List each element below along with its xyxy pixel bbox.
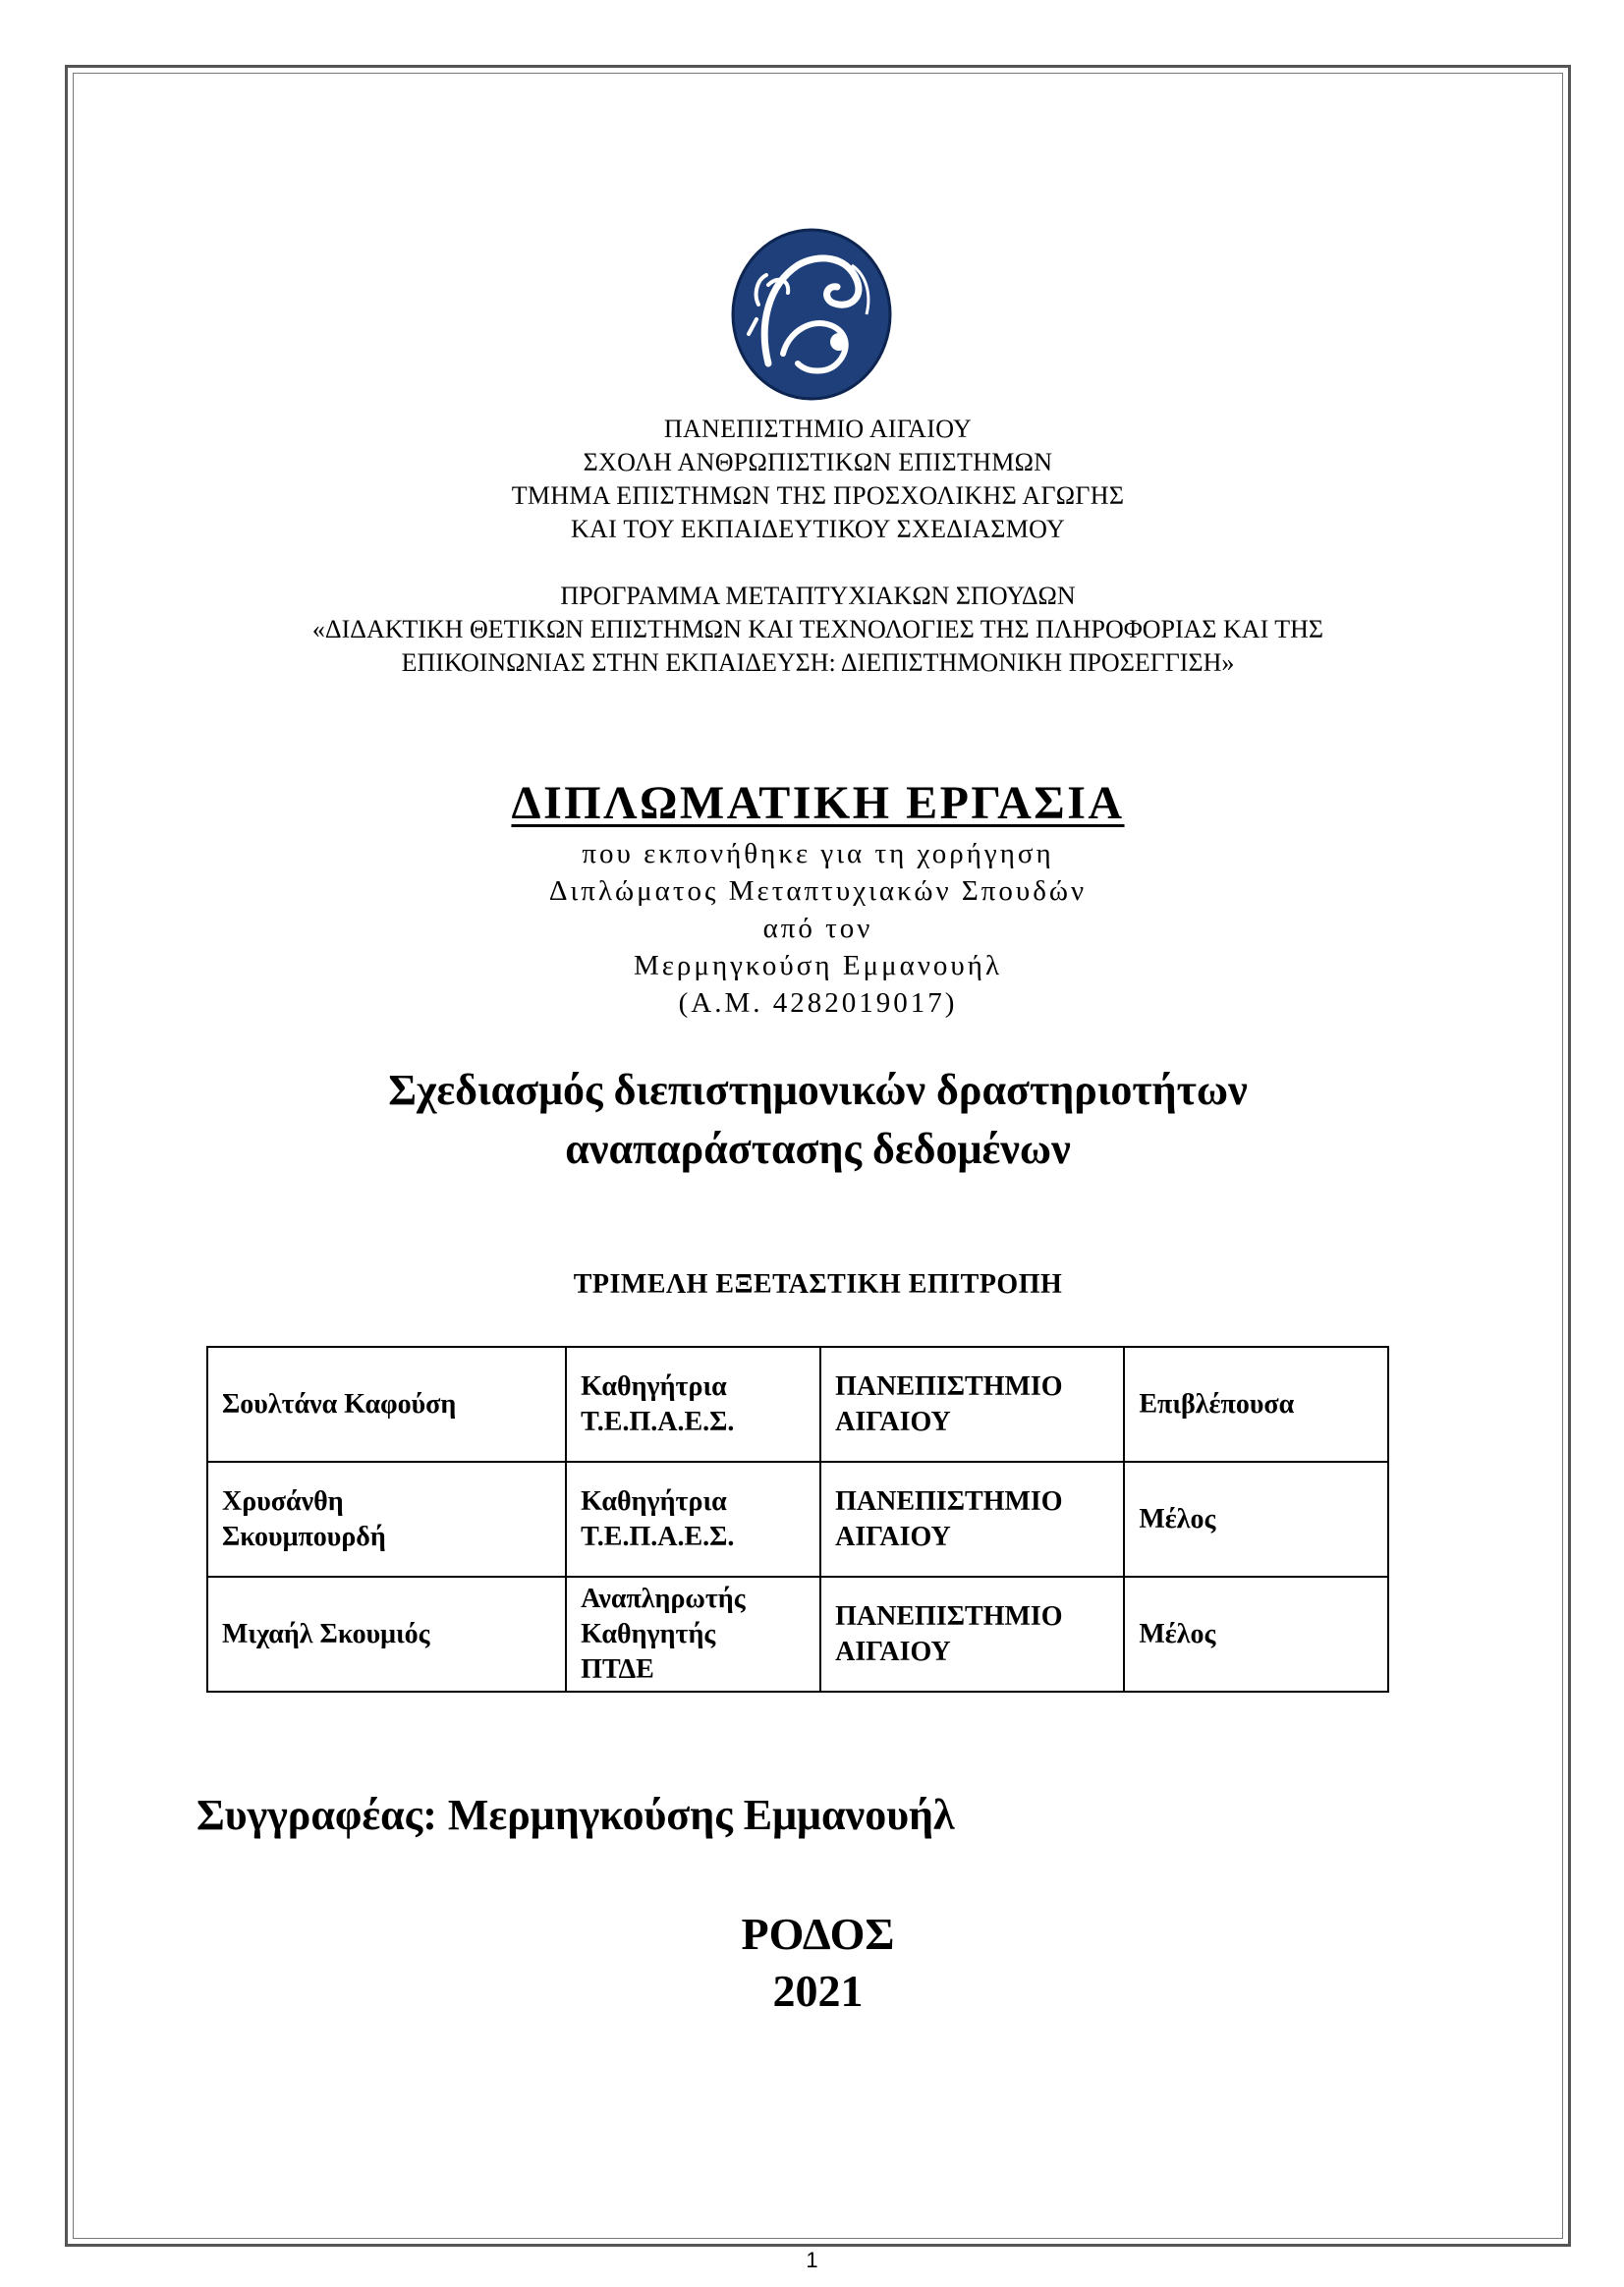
program-label: ΠΡΟΓΡΑΜΜΑ ΜΕΤΑΠΤΥΧΙΑΚΩΝ ΣΠΟΥΔΩΝ	[560, 582, 1076, 610]
thesis-main-title-line2: αναπαράστασης δεδομένων	[565, 1125, 1071, 1173]
year: 2021	[772, 1966, 864, 2016]
member-rank: Αναπληρωτής Καθηγητής ΠΤΔΕ	[566, 1577, 820, 1692]
university-name: ΠΑΝΕΠΙΣΤΗΜΙΟ ΑΙΓΑΙΟΥ	[663, 415, 973, 443]
table-row	[207, 1577, 1388, 1692]
member-role: Μέλος	[1124, 1577, 1388, 1692]
member-institution: ΠΑΝΕΠΙΣΤΗΜΙΟ ΑΙΓΑΙΟΥ	[820, 1462, 1124, 1577]
member-role: Επιβλέπουσα	[1124, 1347, 1388, 1462]
thesis-author-name: Μερμηγκούση Εμμανουήλ	[633, 950, 1003, 981]
member-institution: ΠΑΝΕΠΙΣΤΗΜΙΟ ΑΙΓΑΙΟΥ	[820, 1577, 1124, 1692]
committee-label: ΤΡΙΜΕΛΗ ΕΞΕΤΑΣΤΙΚΗ ΕΠΙΤΡΟΠΗ	[573, 1269, 1063, 1300]
thesis-main-title-line1: Σχεδιασμός διεπιστημονικών δραστηριοτήτων	[388, 1066, 1248, 1114]
thesis-heading	[73, 776, 1563, 831]
place: ΡΟΔΟΣ	[741, 1909, 895, 1959]
member-name: Σουλτάνα Καφούση	[207, 1347, 566, 1462]
table-row	[207, 1347, 1388, 1462]
university-header	[73, 413, 1563, 546]
thesis-subtitle-block	[73, 835, 1563, 1022]
member-name: Μιχαήλ Σκουμιός	[207, 1577, 566, 1692]
department-name-line2: ΚΑΙ ΤΟΥ ΕΚΠΑΙΔΕΥΤΙΚΟΥ ΣΧΕΔΙΑΣΜΟΥ	[570, 515, 1066, 543]
committee-table	[206, 1346, 1389, 1693]
member-rank: Καθηγήτρια Τ.Ε.Π.Α.Ε.Σ.	[566, 1347, 820, 1462]
member-institution: ΠΑΝΕΠΙΣΤΗΜΙΟ ΑΙΓΑΙΟΥ	[820, 1347, 1124, 1462]
school-name: ΣΧΟΛΗ ΑΝΘΡΩΠΙΣΤΙΚΩΝ ΕΠΙΣΤΗΜΩΝ	[583, 448, 1053, 476]
program-title-line1: «ΔΙΔΑΚΤΙΚΗ ΘΕΤΙΚΩΝ ΕΠΙΣΤΗΜΩΝ ΚΑΙ ΤΕΧΝΟΛΟΓΙΕΣ ΤΗΣ ΠΛΗΡΟΦΟΡΙΑΣ ΚΑΙ ΤΗΣ	[311, 615, 1324, 643]
thesis-student-id: (Α.Μ. 4282019017)	[678, 987, 958, 1019]
page-number: 1	[806, 2248, 818, 2272]
thesis-by: από τον	[762, 913, 873, 944]
department-name-line1: ΤΜΗΜΑ ΕΠΙΣΤΗΜΩΝ ΤΗΣ ΠΡΟΣΧΟΛΙΚΗΣ ΑΓΩΓΗΣ	[511, 481, 1125, 510]
member-rank: Καθηγήτρια Τ.Ε.Π.Α.Ε.Σ.	[566, 1462, 820, 1577]
program-header	[73, 580, 1563, 680]
table-row	[207, 1462, 1388, 1577]
author-line: Συγγραφέας: Μερμηγκούσης Εμμανουήλ	[196, 1791, 955, 1839]
place-and-year	[73, 1906, 1563, 2020]
university-seal-logo	[729, 226, 894, 403]
thesis-degree: Διπλώματος Μεταπτυχιακών Σπουδών	[548, 875, 1088, 907]
program-title-line2: ΕΠΙΚΟΙΝΩΝΙΑΣ ΣΤΗΝ ΕΚΠΑΙΔΕΥΣΗ: ΔΙΕΠΙΣΤΗΜΟΝΙΚΗ ΠΡΟΣΕΓΓΙΣΗ»	[401, 648, 1235, 677]
member-name: Χρυσάνθη Σκουμπουρδή	[207, 1462, 566, 1577]
member-role: Μέλος	[1124, 1462, 1388, 1577]
thesis-main-title	[73, 1061, 1563, 1179]
thesis-heading-text: ΔΙΠΛΩΜΑΤΙΚΗ ΕΡΓΑΣΙΑ	[511, 777, 1125, 829]
thesis-purpose: που εκπονήθηκε για τη χορήγηση	[582, 838, 1054, 869]
